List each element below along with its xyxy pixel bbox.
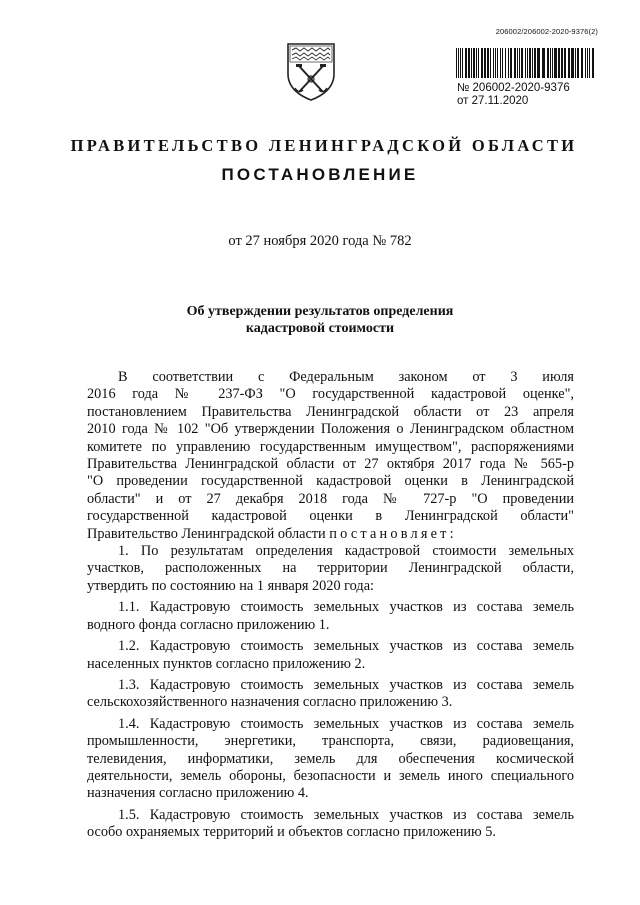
barcode-bar [532, 48, 533, 78]
barcode-bar [561, 48, 563, 78]
barcode-bar [564, 48, 566, 78]
coat-of-arms-emblem [284, 40, 338, 102]
barcode-bar [592, 48, 594, 78]
text-line: В соответствии с Федеральным законом от 3 июля [118, 369, 574, 385]
text-line [87, 526, 574, 543]
text-line: промышленности, энергетики, транспорта, связи, радиовещания, [87, 733, 574, 750]
barcode-bar [468, 48, 470, 78]
text-line: водного фонда согласно приложению 1. [87, 616, 330, 633]
text-line: 2010 года № 102 "Об утверждении Положения о Ленинградском областном [87, 421, 574, 438]
barcode-bar [527, 48, 528, 78]
text-line: 1.5. Кадастровую стоимость земельных участков из состава земель [118, 806, 574, 823]
barcode-bar [458, 48, 459, 78]
subject-line: Об утверждении результатов определения [186, 304, 454, 319]
document-date-number: от 27 ноября 2020 года № 782 [228, 233, 412, 249]
clause-1 [87, 543, 574, 595]
barcode-bar [577, 48, 579, 78]
barcode-bar [537, 48, 540, 78]
text-line: постановлением Правительства Ленинградской области от 23 апреля [87, 403, 574, 420]
text-line: назначения согласно приложению 4. [87, 785, 309, 802]
barcode-bar [460, 48, 461, 78]
barcode-bar [581, 48, 583, 78]
document-body [87, 369, 574, 842]
clause-1-4 [87, 716, 574, 803]
text-line: области" и от 27 декабря 2018 года № 727-р "О проведении [87, 490, 574, 507]
text-line: населенных пунктов согласно приложению 2. [87, 655, 366, 672]
barcode-bar [554, 48, 557, 78]
barcode-bar [497, 48, 498, 78]
text-line: сельскохозяйственного назначения согласно приложению 3. [87, 694, 453, 711]
clause-1-3 [87, 677, 574, 712]
barcode-bar [558, 48, 560, 78]
subject-line: кадастровой стоимости [245, 321, 395, 336]
barcode-bar [510, 48, 512, 78]
organization-title: ПРАВИТЕЛЬСТВО ЛЕНИНГРАДСКОЙ ОБЛАСТИ [70, 136, 578, 155]
barcode-bar [552, 48, 553, 78]
barcode-bar [514, 48, 516, 78]
preamble-paragraph [87, 369, 574, 543]
barcode-bar [508, 48, 509, 78]
text-line: 1.2. Кадастровую стоимость земельных участков из состава земель [118, 638, 574, 655]
text-line: государственной кадастровой оценки в Ленинградской области" [87, 508, 574, 525]
barcode-bar [465, 48, 467, 78]
barcode-bar [571, 48, 574, 78]
barcode-bar [495, 48, 496, 78]
barcode-bar [493, 48, 494, 78]
barcode-bar [542, 48, 545, 78]
barcode-bar [481, 48, 483, 78]
barcode-bar [529, 48, 531, 78]
registration-number: № 206002-2020-9376 [457, 82, 570, 94]
barcode-bar [534, 48, 536, 78]
text-line: участков, расположенных на территории Ленинградской области, [87, 560, 574, 577]
barcode-bar [550, 48, 551, 78]
barcode-bar [589, 48, 590, 78]
text-line: Правительства Ленинградской области от 27 октября 2017 года № 565-р [87, 456, 574, 473]
barcode-bar [517, 48, 518, 78]
registration-date: от 27.11.2020 [457, 95, 529, 107]
document-subject [0, 303, 640, 337]
barcode-bar [585, 48, 586, 78]
clause-1-5 [87, 807, 574, 842]
barcode-bar [487, 48, 489, 78]
clause-1-2 [87, 638, 574, 673]
text-line: "О проведении государственной кадастровой оценки в Ленинградской [87, 473, 574, 490]
resolution-verb: постановляет: [329, 525, 457, 542]
barcode-bar [500, 48, 501, 78]
barcode-bar [502, 48, 503, 78]
text-line: телевидения, информатики, земель для обеспечения космической [87, 750, 574, 767]
barcode-bar [525, 48, 526, 78]
registration-code: 206002/206002-2020-9376(2) [495, 27, 598, 36]
text-line: деятельности, земель обороны, безопасности и земель иного специального [87, 767, 574, 784]
text-line: 1.1. Кадастровую стоимость земельных участков из состава земель [118, 599, 574, 616]
barcode-bar [575, 48, 576, 78]
barcode-bar [505, 48, 506, 78]
barcode-bar [456, 48, 457, 78]
barcode-bar [490, 48, 491, 78]
barcode-bar [547, 48, 549, 78]
barcode-bar [476, 48, 477, 78]
barcode-bar [471, 48, 472, 78]
text-line: комитете по управлению государственным имуществом", распоряжениями [87, 438, 574, 455]
text-line: особо охраняемых территорий и объектов согласно приложению 5. [87, 824, 496, 841]
barcode-bar [484, 48, 486, 78]
barcode-bar [473, 48, 475, 78]
text-line: 1. По результатам определения кадастровой стоимости земельных [118, 543, 574, 560]
text-line: 2016 года № 237-ФЗ "О государственной кадастровой оценке", [87, 386, 574, 403]
text-line: 1.4. Кадастровую стоимость земельных участков из состава земель [118, 715, 574, 732]
text-line: утвердить по состоянию на 1 января 2020 года: [87, 577, 375, 594]
text-line: 1.3. Кадастровую стоимость земельных участков из состава земель [118, 676, 574, 693]
barcode-image [456, 48, 596, 78]
barcode-bar [587, 48, 588, 78]
clause-1-1 [87, 599, 574, 634]
document-type-heading: ПОСТАНОВЛЕНИЕ [221, 165, 419, 184]
barcode-bar [462, 48, 463, 78]
barcode-bar [519, 48, 520, 78]
resolution-prefix: Правительство Ленинградской области [87, 525, 330, 542]
barcode-bar [478, 48, 479, 78]
barcode-bar [521, 48, 523, 78]
barcode-bar [568, 48, 570, 78]
